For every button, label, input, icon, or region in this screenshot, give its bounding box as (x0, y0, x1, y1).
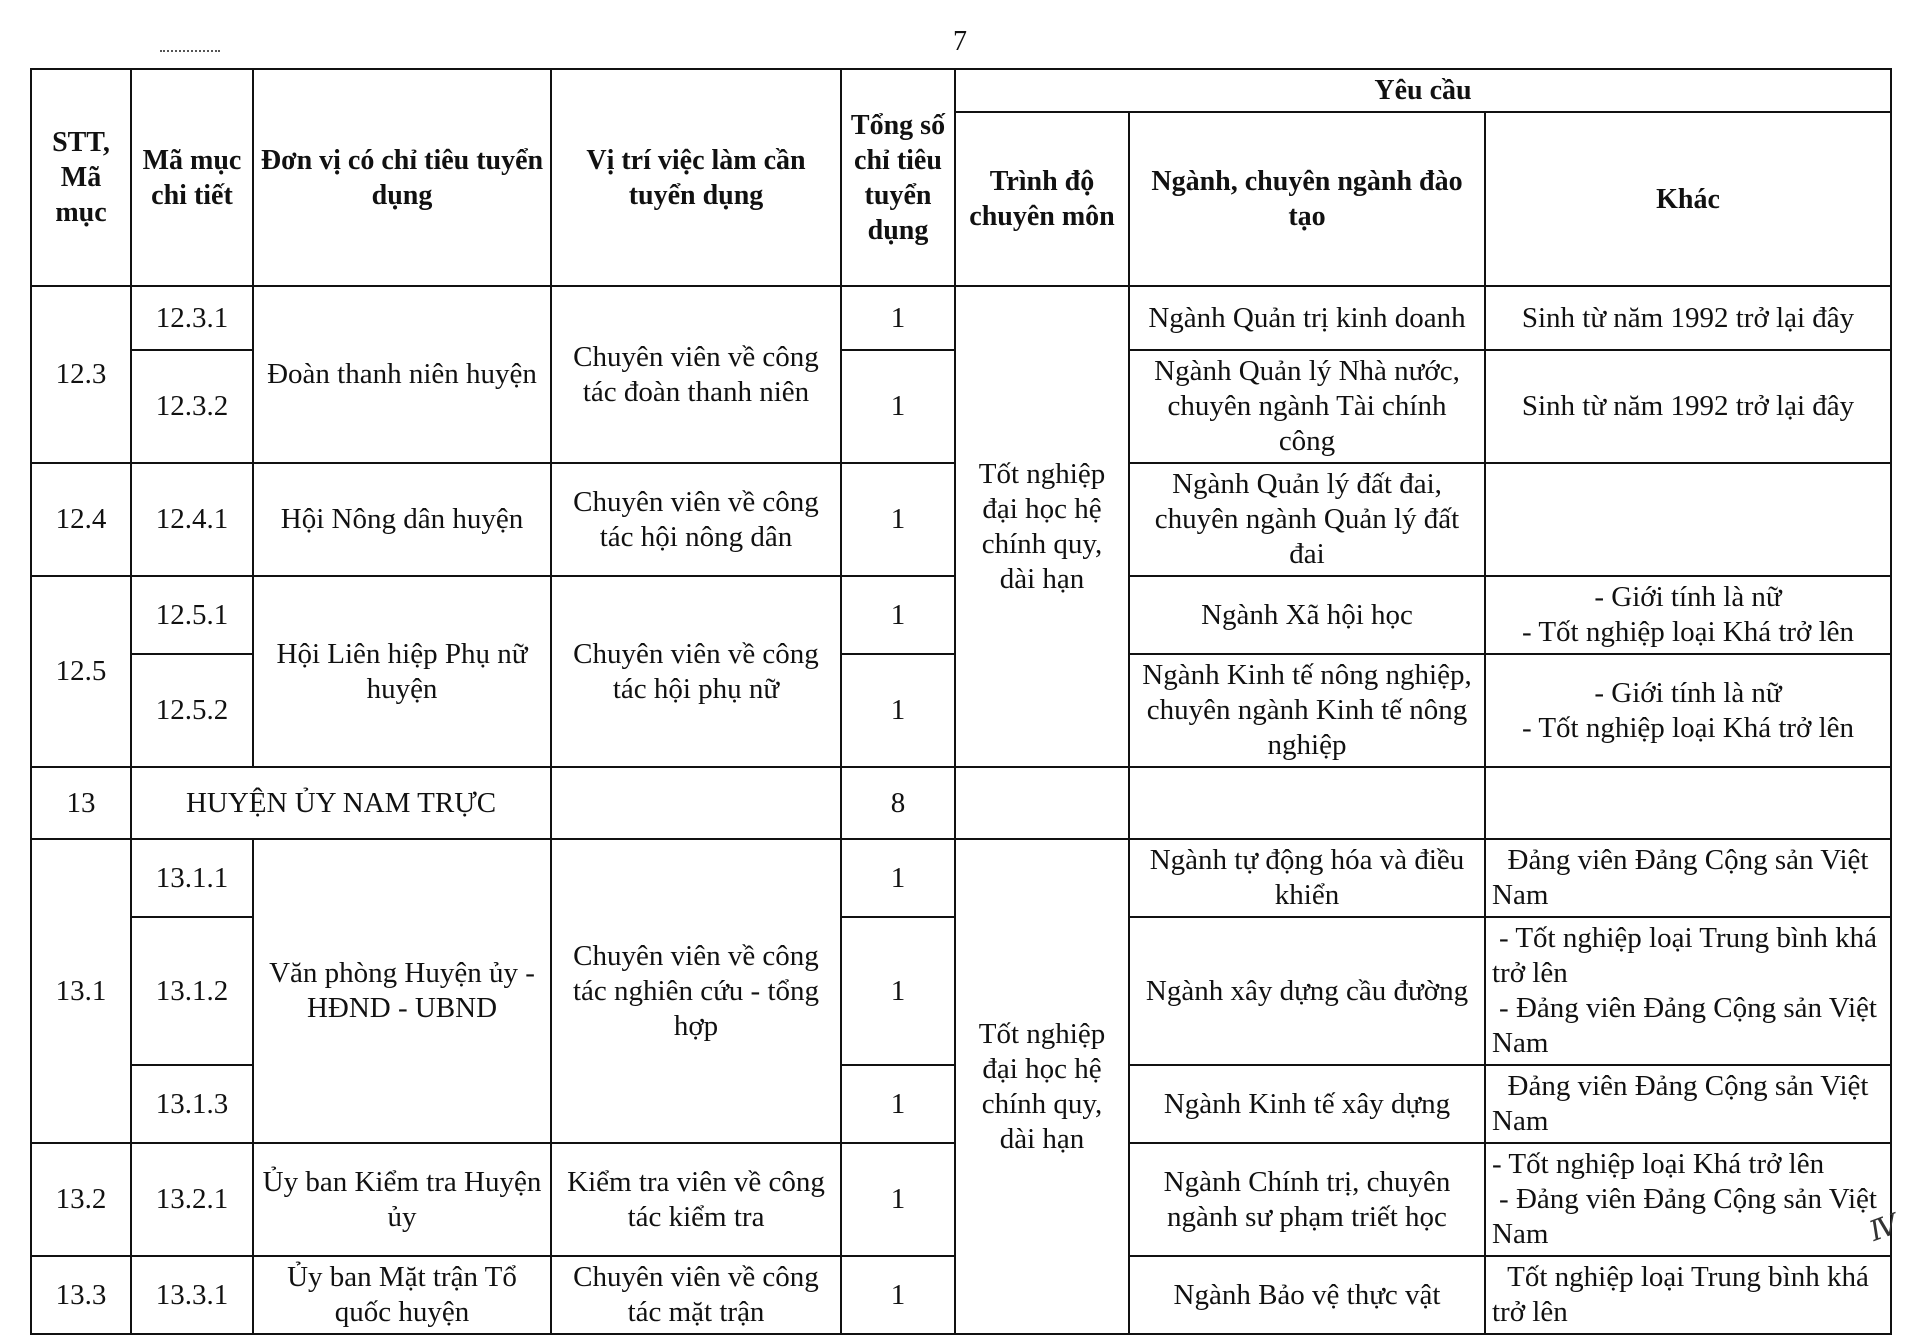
position-cell: Kiểm tra viên về công tác kiểm tra (551, 1143, 841, 1256)
header-yeu-cau: Yêu cầu (955, 69, 1891, 112)
table-row (31, 286, 1891, 350)
other-line: - Tốt nghiệp loại Khá trở lên (1521, 711, 1855, 744)
major-cell: Ngành Chính trị, chuyên ngành sư phạm triết học (1129, 1143, 1485, 1256)
other-line: - Tốt nghiệp loại Trung bình khá trở lên (1492, 922, 1878, 989)
other-cell: Tốt nghiệp loại Trung bình khá trở lên (1485, 1256, 1891, 1334)
other-line: - Tốt nghiệp loại Khá trở lên (1521, 616, 1855, 648)
page-number: 7 (953, 26, 967, 57)
major-cell: Ngành tự động hóa và điều khiển (1129, 839, 1485, 917)
major-cell: Ngành Quản trị kinh doanh (1129, 286, 1485, 350)
stt-cell: 12.3 (31, 286, 131, 463)
unit-cell: Ủy ban Kiểm tra Huyện ủy (253, 1143, 551, 1256)
code-cell: 13.1.2 (131, 917, 253, 1065)
count-cell: 1 (841, 463, 955, 576)
major-cell: Ngành Quản lý Nhà nước, chuyên ngành Tài chính công (1129, 350, 1485, 463)
other-line: - Tốt nghiệp loại Khá trở lên (1492, 1148, 1825, 1180)
count-cell: 1 (841, 1065, 955, 1143)
code-cell: 13.1.1 (131, 839, 253, 917)
major-cell: Ngành Quản lý đất đai, chuyên ngành Quản lý đất đai (1129, 463, 1485, 576)
corner-mark: Ⅳ (1865, 1209, 1903, 1248)
table-row (31, 839, 1891, 917)
empty-cell (1129, 767, 1485, 839)
code-cell: 12.3.1 (131, 286, 253, 350)
code-cell: 12.4.1 (131, 463, 253, 576)
count-cell: 1 (841, 917, 955, 1065)
major-cell: Ngành xây dựng cầu đường (1129, 917, 1485, 1065)
position-cell: Chuyên viên về công tác nghiên cứu - tổng hợp (551, 839, 841, 1143)
major-cell: Ngành Kinh tế xây dựng (1129, 1065, 1485, 1143)
header-ma-muc: Mã mục chi tiết (131, 69, 253, 286)
code-cell: 13.3.1 (131, 1256, 253, 1334)
other-line: - Đảng viên Đảng Cộng sản Việt Nam (1492, 1183, 1877, 1250)
header-trinh-do: Trình độ chuyên môn (955, 112, 1129, 286)
empty-cell (1485, 767, 1891, 839)
section-stt: 13 (31, 767, 131, 839)
major-cell: Ngành Xã hội học (1129, 576, 1485, 654)
recruitment-table (30, 68, 1892, 1335)
section-row (31, 767, 1891, 839)
unit-cell: Hội Nông dân huyện (253, 463, 551, 576)
other-line: - Đảng viên Đảng Cộng sản Việt Nam (1492, 992, 1877, 1059)
other-cell (1485, 917, 1891, 1065)
other-line: - Giới tính là nữ (1594, 581, 1782, 613)
code-cell: 13.2.1 (131, 1143, 253, 1256)
section-count: 8 (841, 767, 955, 839)
code-cell: 12.3.2 (131, 350, 253, 463)
position-cell: Chuyên viên về công tác mặt trận (551, 1256, 841, 1334)
other-line: - Giới tính là nữ (1594, 676, 1782, 709)
other-cell: Đảng viên Đảng Cộng sản Việt Nam (1485, 839, 1891, 917)
count-cell: 1 (841, 286, 955, 350)
other-cell (1485, 1143, 1891, 1256)
major-cell: Ngành Kinh tế nông nghiệp, chuyên ngành Kinh tế nông nghiệp (1129, 654, 1485, 767)
count-cell: 1 (841, 1143, 955, 1256)
header-nganh: Ngành, chuyên ngành đào tạo (1129, 112, 1485, 286)
unit-cell: Hội Liên hiệp Phụ nữ huyện (253, 576, 551, 767)
count-cell: 1 (841, 654, 955, 767)
code-cell: 12.5.2 (131, 654, 253, 767)
code-cell: 13.1.3 (131, 1065, 253, 1143)
stt-cell: 13.3 (31, 1256, 131, 1334)
count-cell: 1 (841, 1256, 955, 1334)
other-cell: Đảng viên Đảng Cộng sản Việt Nam (1485, 1065, 1891, 1143)
header-stt: STT, Mã mục (31, 69, 131, 286)
stt-cell: 13.2 (31, 1143, 131, 1256)
empty-cell (955, 767, 1129, 839)
stt-cell: 13.1 (31, 839, 131, 1143)
stt-cell: 12.5 (31, 576, 131, 767)
other-cell: Sinh từ năm 1992 trở lại đây (1485, 286, 1891, 350)
qualification-cell: Tốt nghiệp đại học hệ chính quy, dài hạn (955, 286, 1129, 767)
count-cell: 1 (841, 576, 955, 654)
section-title: HUYỆN ỦY NAM TRỰC (131, 767, 551, 839)
empty-cell (551, 767, 841, 839)
scan-artifact (160, 50, 220, 56)
header-vi-tri: Vị trí việc làm cần tuyển dụng (551, 69, 841, 286)
count-cell: 1 (841, 350, 955, 463)
header-khac: Khác (1485, 112, 1891, 286)
unit-cell: Đoàn thanh niên huyện (253, 286, 551, 463)
qualification-cell: Tốt nghiệp đại học hệ chính quy, dài hạn (955, 839, 1129, 1334)
unit-cell: Ủy ban Mặt trận Tổ quốc huyện (253, 1256, 551, 1334)
other-cell (1485, 463, 1891, 576)
position-cell: Chuyên viên về công tác hội phụ nữ (551, 576, 841, 767)
position-cell: Chuyên viên về công tác đoàn thanh niên (551, 286, 841, 463)
major-cell: Ngành Bảo vệ thực vật (1129, 1256, 1485, 1334)
header-tong-so: Tổng số chỉ tiêu tuyển dụng (841, 69, 955, 286)
other-cell (1485, 576, 1891, 654)
stt-cell: 12.4 (31, 463, 131, 576)
count-cell: 1 (841, 839, 955, 917)
other-cell: Sinh từ năm 1992 trở lại đây (1485, 350, 1891, 463)
code-cell: 12.5.1 (131, 576, 253, 654)
header-don-vi: Đơn vị có chỉ tiêu tuyển dụng (253, 69, 551, 286)
unit-cell: Văn phòng Huyện ủy - HĐND - UBND (253, 839, 551, 1143)
position-cell: Chuyên viên về công tác hội nông dân (551, 463, 841, 576)
other-cell (1485, 654, 1891, 767)
